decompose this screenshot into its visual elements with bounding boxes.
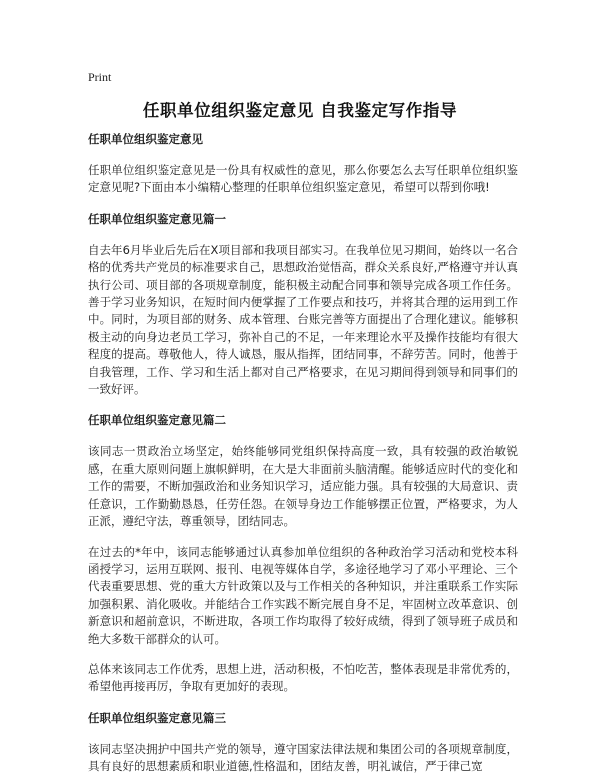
section-heading: 任职单位组织鉴定意见篇三: [88, 710, 226, 725]
paragraph: 总体来该同志工作优秀，思想上进，活动积极，不怕吃苦，整体表现是非常优秀的，希望他再接再厉，争取有更加好的表现。: [88, 661, 518, 694]
paragraph: 在过去的*年中，该同志能够通过认真参加单位组织的各种政治学习活动和党校本科函授学习，运用互联网、报刊、电视等媒体自学，多途径地学习了邓小平理论、三个代表重要思想、党的重大方针政策以及与工作相关的各种知识，并注重联系工作实际加强积累、消化吸收。并能结合工作实践不断完展自身不足，牢固树立改革意识、创新意识和超前意识，不断进取，各项工作均取得了较好成绩，得到了领导班子成员和绝大多数干部群众的认可。: [88, 544, 518, 646]
paragraph: 该同志坚决拥护中国共产党的领导，遵守国家法律法规和集团公司的各项规章制度，具有良好的思想素质和职业道德,性格温和，团结友善，明礼诚信，严于律己宽: [88, 741, 518, 774]
section-heading: 任职单位组织鉴定意见: [88, 132, 203, 146]
paragraph: 该同志一贯政治立场坚定，始终能够同党组织保持高度一致，具有较强的政治敏锐感，在重大原则问题上旗帜鲜明，在大是大非面前头脑清醒。能够适应时代的变化和工作的需要，不断加强政治和业务知识学习，适应能力强。具有较强的大局意识、责任意识，工作勤勤恳恳，任劳任怨。在领导身边工作能够摆正位置，严格要求，为人正派，遵纪守法，尊重领导，团结同志。: [88, 444, 518, 529]
print-link[interactable]: Print: [88, 70, 112, 84]
paragraph: 自去年6月毕业后先后在X项目部和我项目部实习。在我单位见习期间，始终以一名合格的优秀共产党员的标准要求自己，思想政治觉悟高，群众关系良好,严格遵守并认真执行公司、项目部的各项规章制度，能积极主动配合同事和领导完成各项工作任务。善于学习业务知识，在短时间内便掌握了工作要点和技巧，并将其合理的运用到工作中。同时，为项目部的财务、成本管理、台账完善等方面提出了合理化建议。能够积极主动的向身边老员工学习，弥补自己的不足，一年来理论水平及操作技能均有很大程度的提高。尊敬他人，待人诚恳，服从指挥，团结同事，不辞劳苦。同时，他善于自我管理，工作、学习和生活上都对自己严格要求，在见习期间得到领导和同事们的一致好评。: [88, 242, 518, 397]
paragraph: 任职单位组织鉴定意见是一份具有权威性的意见，那么你要怎么去写任职单位组织鉴定意见呢?下面由本小编精心整理的任职单位组织鉴定意见，希望可以帮到你哦!: [88, 163, 518, 195]
document-body: [88, 130, 518, 776]
page-title: 任职单位组织鉴定意见 自我鉴定写作指导: [142, 101, 458, 120]
section-heading: 任职单位组织鉴定意见篇一: [88, 211, 226, 226]
section-heading: 任职单位组织鉴定意见篇二: [88, 413, 226, 428]
